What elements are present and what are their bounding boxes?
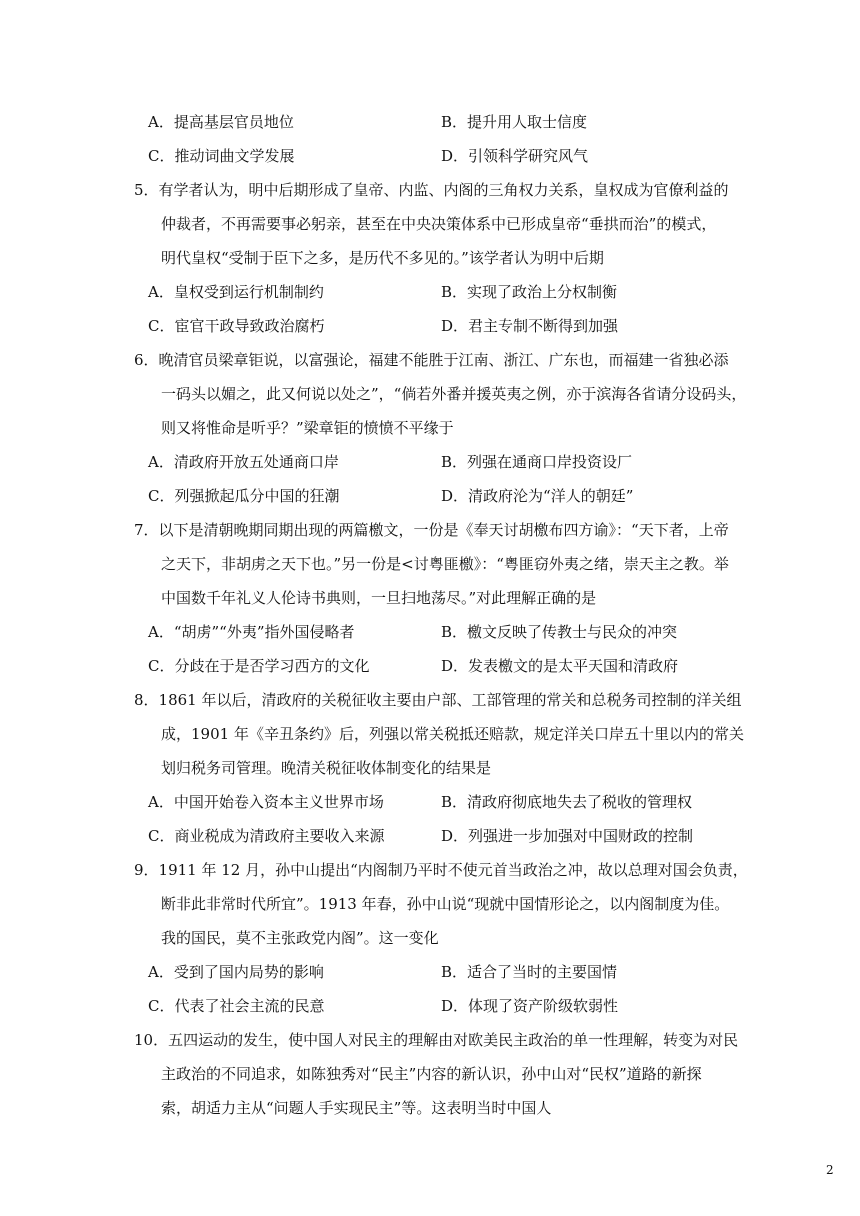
q8-option-a: A．中国开始卷入资本主义世界市场 <box>148 793 384 811</box>
q8-option-b: B．清政府彻底地失去了税收的管理权 <box>441 793 693 811</box>
q8-stem-line-1: 8．1861 年以后，清政府的关税征收主要由户部、工部管理的常关和总税务司控制的洋关组 <box>134 691 742 709</box>
q5-option-a: A．皇权受到运行机制制约 <box>148 283 324 301</box>
q5-stem-line-1: 5．有学者认为，明中后期形成了皇帝、内监、内阁的三角权力关系，皇权成为官僚利益的 <box>134 181 729 199</box>
q4-option-d: D．引领科学研究风气 <box>441 147 589 165</box>
q7-stem-line-1: 7．以下是清朝晚期同期出现的两篇檄文，一份是《奉天讨胡檄布四方谕》：“天下者，上帝 <box>134 521 729 539</box>
q10-stem-line-1: 10．五四运动的发生，使中国人对民主的理解由对欧美民主政治的单一性理解，转变为对民 <box>134 1031 739 1049</box>
q8-stem-line-2: 成，1901 年《辛丑条约》后，列强以常关税抵还赔款，规定洋关口岸五十里以内的常关 <box>161 725 744 743</box>
q9-option-c: C．代表了社会主流的民意 <box>148 997 325 1015</box>
q8-option-d: D．列强进一步加强对中国财政的控制 <box>441 827 694 845</box>
q5-option-c: C．宦官干政导致政治腐朽 <box>148 317 325 335</box>
q8-stem-line-3: 划归税务司管理。晚清关税征收体制变化的结果是 <box>161 759 492 777</box>
page-number: 2 <box>826 1163 834 1177</box>
q9-stem-line-3: 我的国民，莫不主张政党内阁”。这一变化 <box>161 929 439 947</box>
q4-option-a: A．提高基层官员地位 <box>148 113 294 131</box>
q9-option-b: B．适合了当时的主要国情 <box>441 963 618 981</box>
q7-stem-line-3: 中国数千年礼义人伦诗书典则，一旦扫地荡尽。”对此理解正确的是 <box>161 589 597 607</box>
q6-option-a: A．清政府开放五处通商口岸 <box>148 453 339 471</box>
q6-stem-line-2: 一码头以媚之，此又何说以处之”，“倘若外番并援英夷之例，亦于滨海各省请分设码头， <box>161 385 747 403</box>
q9-stem-line-2: 断非此非常时代所宜”。1913 年春，孙中山说“现就中国情形论之，以内阁制度为佳。 <box>161 895 730 913</box>
q6-option-b: B．列强在通商口岸投资设厂 <box>441 453 633 471</box>
q9-option-a: A．受到了国内局势的影响 <box>148 963 324 981</box>
q6-stem-line-1: 6．晚清官员梁章钜说，以富强论，福建不能胜于江南、浙江、广东也，而福建一省独必添 <box>134 351 729 369</box>
q10-stem-line-2: 主政治的不同追求，如陈独秀对“民主”内容的新认识，孙中山对“民权”道路的新探 <box>161 1065 702 1083</box>
q6-option-d: D．清政府沦为“洋人的朝廷” <box>441 487 634 505</box>
q4-option-b: B．提升用人取士信度 <box>441 113 588 131</box>
q7-option-c: C．分歧在于是否学习西方的文化 <box>148 657 370 675</box>
q7-option-a: A．“胡虏”“外夷”指外国侵略者 <box>148 623 355 641</box>
q7-option-d: D．发表檄文的是太平天国和清政府 <box>441 657 679 675</box>
q4-option-c: C．推动词曲文学发展 <box>148 147 295 165</box>
q9-option-d: D．体现了资产阶级软弱性 <box>441 997 619 1015</box>
q8-option-c: C．商业税成为清政府主要收入来源 <box>148 827 385 845</box>
q5-option-d: D．君主专制不断得到加强 <box>441 317 619 335</box>
q7-option-b: B．檄文反映了传教士与民众的冲突 <box>441 623 678 641</box>
q5-stem-line-3: 明代皇权“受制于臣下之多，是历代不多见的。”该学者认为明中后期 <box>161 249 604 267</box>
q7-stem-line-2: 之天下，非胡虏之天下也。”另一份是<讨粤匪檄》：“粤匪窃外夷之绪，崇天主之教。举 <box>161 555 729 573</box>
q10-stem-line-3: 索，胡适力主从“问题人手实现民主”等。这表明当时中国人 <box>161 1099 552 1117</box>
q9-stem-line-1: 9．1911 年 12 月，孙中山提出“内阁制乃平时不使元首当政治之冲，故以总理对国会负责， <box>134 861 748 879</box>
q6-option-c: C．列强掀起瓜分中国的狂潮 <box>148 487 340 505</box>
q6-stem-line-3: 则又将惟命是听乎？”梁章钜的愤愤不平缘于 <box>161 419 454 437</box>
q5-stem-line-2: 仲裁者，不再需要事必躬亲，甚至在中央决策体系中已形成皇帝“垂拱而治”的模式， <box>161 215 717 233</box>
q5-option-b: B．实现了政治上分权制衡 <box>441 283 618 301</box>
